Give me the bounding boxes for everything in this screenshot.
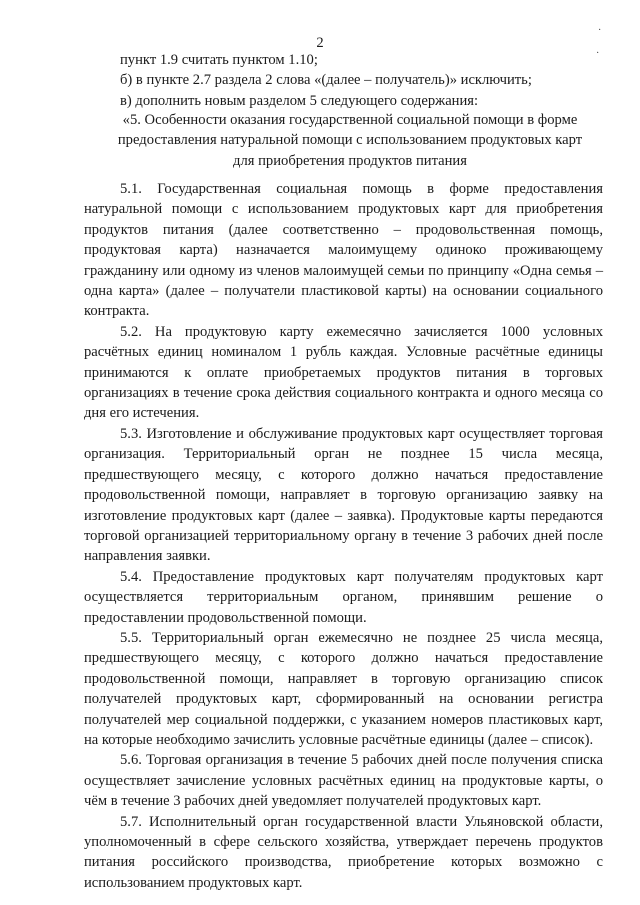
scan-mark: · <box>596 48 600 59</box>
amendment-line: б) в пункте 2.7 раздела 2 слова «(далее – получатель)» исключить; <box>120 72 532 89</box>
paragraph-5-5: 5.5. Территориальный орган ежемесячно не позднее 25 числа месяца, предшествующего месяцу, с которого должно начаться предоставление продовольственной помощи, направляет в торговую организацию список получателей продуктовых карт, сформированный на основании регистра получателей мер социальной поддержки, с указанием номеров пластиковых карт, на которые необходимо зачислить условные расчётные единицы (далее – список). <box>84 629 603 748</box>
paragraph-5-6: 5.6. Торговая организация в течение 5 рабочих дней после получения списка осуществляет зачисление условных расчётных единиц на продуктовые карты, о чём в течение 3 рабочих дней уведомляет получателей продуктовых карт. <box>84 752 603 810</box>
section-heading-line: предоставления натуральной помощи с использованием продуктовых карт <box>117 132 583 149</box>
amendment-list <box>120 50 600 111</box>
amendment-line: в) дополнить новым разделом 5 следующего содержания: <box>120 92 479 109</box>
section-body <box>84 179 603 893</box>
section-heading-line: «5. Особенности оказания государственной социальной помощи в форме <box>122 112 578 128</box>
paragraph-5-7: 5.7. Исполнительный орган государственной власти Ульяновской области, уполномоченный в сфере сельского хозяйства, утверждает перечень продуктов питания российского производства, приобретение которых возможно с использованием продуктовых карт. <box>84 813 603 891</box>
section-heading-line: для приобретения продуктов питания <box>233 152 467 169</box>
paragraph-5-2: 5.2. На продуктовую карту ежемесячно зачисляется 1000 условных расчётных единиц номиналом 1 рубль каждая. Условные расчётные единицы принимаются к оплате приобретаемых продуктов питания в торговых организациях в течение срока действия социального контракта и одного месяца со дня его истечения. <box>84 323 603 422</box>
page-number: 2 <box>316 35 324 51</box>
paragraph-5-3: 5.3. Изготовление и обслуживание продуктовых карт осуществляет торговая организация. Территориальный орган не позднее 15 числа месяца, предшествующего месяцу, с которого должно начаться предоставление продовольственной помощи, направляет в торговую организацию заявку на изготовление продуктовых карт (далее – заявка). Продуктовые карты передаются торговой организацией территориальному органу в течение 3 рабочих дней после направления заявки. <box>84 425 603 565</box>
scan-mark: · <box>598 25 602 36</box>
amendment-line: пункт 1.9 считать пунктом 1.10; <box>120 52 318 68</box>
paragraph-5-4: 5.4. Предоставление продуктовых карт получателям продуктовых карт осуществляется территориальным органом, принявшим решение о предоставлении продовольственной помощи. <box>84 568 603 626</box>
paragraph-5-1: 5.1. Государственная социальная помощь в форме предоставления натуральной помощи с использованием продуктовых карт для приобретения продуктов питания (далее соответственно – продовольственная помощь, продуктовая карта) назначается малоимущему одиноко проживающему гражданину или одному из членов малоимущей семьи по принципу «Одна семья – одна карта» (далее – получатели пластиковой карты) на основании социального контракта. <box>84 181 603 320</box>
section-heading <box>98 110 602 171</box>
